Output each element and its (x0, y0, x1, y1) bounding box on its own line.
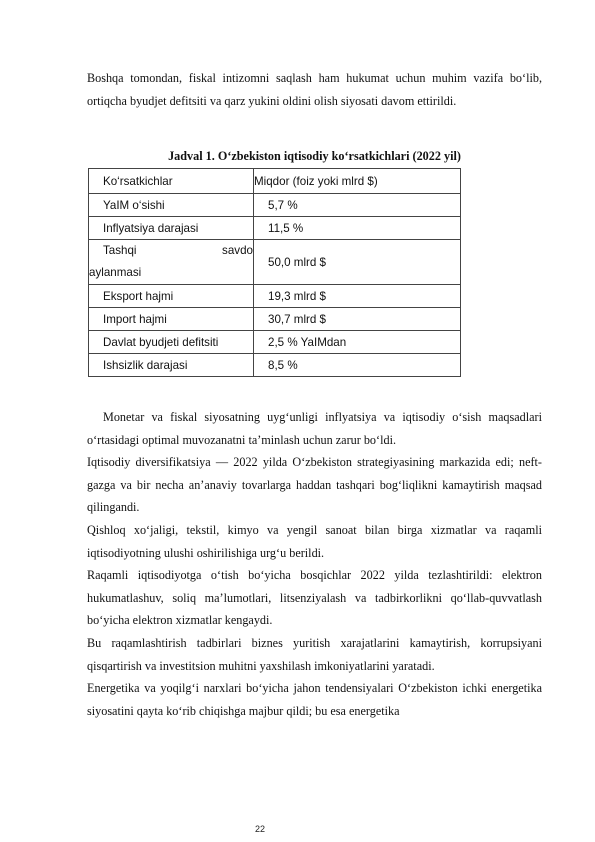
intro-paragraph: Boshqa tomondan, fiskal intizomni saqlash ham hukumat uchun muhim vazifa bo‘lib, ortiqcha byudjet defitsiti va qarz yukini oldini olish siyosati davom ettirildi. (87, 71, 542, 108)
table-header-row (89, 169, 461, 194)
row-label: Import hajmi (89, 308, 254, 331)
paragraph: Raqamli iqtisodiyotga o‘tish bo‘yicha bosqichlar 2022 yilda tezlashtirildi: elektron hukumatlashuv, soliq ma’lumotlari, litsenziyalash va tadbirkorlikni qo‘llab-quvvatlash bo‘yicha elektron xizmatlar kengaydi. (87, 568, 542, 628)
paragraph: Energetika va yoqilg‘i narxlari bo‘yicha jahon tendensiyalari O‘zbekiston ichki energetika siyosatini qayta ko‘rib chiqishga majbur qildi; bu esa energetika (87, 681, 542, 718)
row-label: Ishsizlik darajasi (89, 354, 254, 377)
table-row (89, 308, 461, 331)
row-label-line1: Tashqi savdo (103, 244, 253, 257)
row-value: 11,5 % (254, 217, 461, 240)
table-row (89, 240, 461, 285)
row-label: Davlat byudjeti defitsiti (89, 331, 254, 354)
indicators-table (88, 168, 461, 377)
header-amount: Miqdor (foiz yoki mlrd $) (254, 169, 461, 194)
row-value: 5,7 % (254, 194, 461, 217)
row-value: 2,5 % YaIMdan (254, 331, 461, 354)
paragraph: Qishloq xo‘jaligi, tekstil, kimyo va yengil sanoat bilan birga xizmatlar va raqamli iqtisodiyotning ulushi oshirilishiga urg‘u berildi. (87, 522, 542, 560)
table-row (89, 285, 461, 308)
table-row (89, 194, 461, 217)
row-label-line2: aylanmasi (89, 266, 142, 279)
row-label: Inflyatsiya darajasi (89, 217, 254, 240)
row-label: YaIM o‘sishi (89, 194, 254, 217)
row-label: Eksport hajmi (89, 285, 254, 308)
row-value: 8,5 % (254, 354, 461, 377)
page-number: 22 (254, 824, 265, 834)
table-caption: Jadval 1. O‘zbekiston iqtisodiy ko‘rsatkichlari (2022 yil) (168, 149, 461, 163)
row-value: 19,3 mlrd $ (254, 285, 461, 308)
row-label (89, 240, 254, 285)
table-row (89, 354, 461, 377)
row-value: 50,0 mlrd $ (254, 240, 461, 285)
table-row (89, 217, 461, 240)
paragraph: Iqtisodiy diversifikatsiya — 2022 yilda O‘zbekiston strategiyasining markazida edi; neft-gazga va bir necha an’anaviy tovarlarga haddan tashqari bog‘liqlikni kamaytirish maqsad qilingandi. (87, 455, 542, 515)
paragraph: Monetar va fiskal siyosatning uyg‘unligi inflyatsiya va iqtisodiy o‘sish maqsadlari o‘rtasidagi optimal muvozanatni ta’minlash uchun zarur bo‘ldi. (87, 410, 542, 447)
paragraph: Bu raqamlashtirish tadbirlari biznes yuritish xarajatlarini kamaytirish, korrupsiyani qisqartirish va investitsion muhitni yaxshilash imkoniyatlarini yaratadi. (87, 635, 542, 673)
table-row (89, 331, 461, 354)
body-text (87, 406, 542, 722)
header-indicators: Ko‘rsatkichlar (89, 169, 254, 194)
row-value: 30,7 mlrd $ (254, 308, 461, 331)
